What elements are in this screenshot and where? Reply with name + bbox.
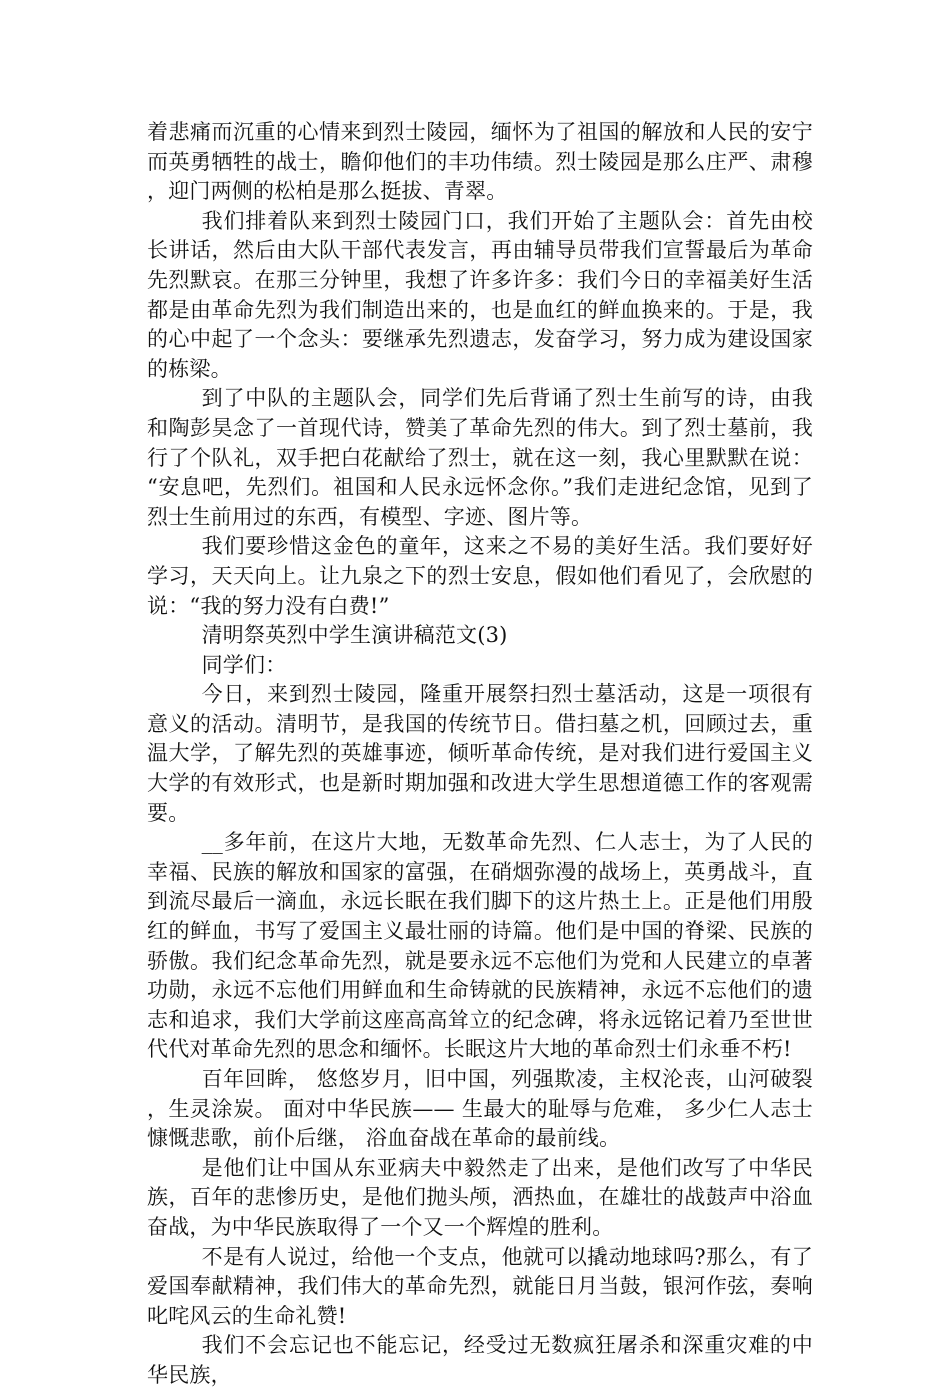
paragraph-9: 不是有人说过，给他一个支点，他就可以撬动地球吗?那么，有了爱国奉献精神，我们伟大的革命先烈，就能日月当鼓，银河作弦，奏响叱咤风云的生命礼赞! xyxy=(147,1244,813,1328)
paragraph-10: 我们不会忘记也不能忘记，经受过无数疯狂屠杀和深重灾难的中华民族， xyxy=(147,1333,813,1387)
paragraph-1: 着悲痛而沉重的心情来到烈士陵园，缅怀为了祖国的解放和人民的安宁而英勇牺牲的战士，瞻仰他们的丰功伟绩。烈士陵园是那么庄严、肃穆，迎门两侧的松柏是那么挺拔、青翠。 xyxy=(147,120,813,204)
paragraph-7: 百年回眸， 悠悠岁月，旧中国，列强欺凌，主权沦丧，山河破裂，生灵涂炭。 面对中华民族—— 生最大的耻辱与危难， 多少仁人志士慷慨悲歌，前仆后继， 浴血奋战在革命的最前线。 xyxy=(147,1067,813,1151)
document-body xyxy=(147,118,813,1391)
salutation: 同学们： xyxy=(201,652,287,677)
paragraph-3: 到了中队的主题队会，同学们先后背诵了烈士生前写的诗，由我和陶彭昊念了一首现代诗，赞美了革命先烈的伟大。到了烈士墓前，我行了个队礼，双手把白花献给了烈士，就在这一刻，我心里默默在说：“安息吧，先烈们。祖国和人民永远怀念你。”我们走进纪念馆，见到了烈士生前用过的东西，有模型、字迹、图片等。 xyxy=(147,386,813,529)
paragraph-2: 我们排着队来到烈士陵园门口，我们开始了主题队会：首先由校长讲话，然后由大队干部代表发言，再由辅导员带我们宣誓最后为革命先烈默哀。在那三分钟里，我想了许多许多：我们今日的幸福美好生活都是由革命先烈为我们制造出来的，也是血红的鲜血换来的。于是，我的心中起了一个念头：要继承先烈遗志，发奋学习，努力成为建设国家的栋梁。 xyxy=(147,208,813,381)
section-heading: 清明祭英烈中学生演讲稿范文(3) xyxy=(201,623,508,648)
paragraph-4: 我们要珍惜这金色的童年，这来之不易的美好生活。我们要好好学习，天天向上。让九泉之下的烈士安息，假如他们看见了，会欣慰的说：“我的努力没有白费!” xyxy=(147,534,813,618)
paragraph-8: 是他们让中国从东亚病夫中毅然走了出来，是他们改写了中华民族，百年的悲惨历史，是他们抛头颅，洒热血，在雄壮的战鼓声中浴血奋战，为中华民族取得了一个又一个辉煌的胜利。 xyxy=(147,1155,813,1239)
paragraph-5: 今日，来到烈士陵园，隆重开展祭扫烈士墓活动，这是一项很有意义的活动。清明节，是我国的传统节日。借扫墓之机，回顾过去，重温大学，了解先烈的英雄事迹，倾听革命传统，是对我们进行爱国主义大学的有效形式，也是新时期加强和改进大学生思想道德工作的客观需要。 xyxy=(147,682,813,825)
paragraph-6: __多年前，在这片大地，无数革命先烈、仁人志士，为了人民的幸福、民族的解放和国家的富强，在硝烟弥漫的战场上，英勇战斗，直到流尽最后一滴血，永远长眠在我们脚下的这片热土上。正是他们用殷红的鲜血，书写了爱国主义最壮丽的诗篇。他们是中国的脊梁、民族的骄傲。我们纪念革命先烈，就是要永远不忘他们为党和人民建立的卓著功勋，永远不忘他们用鲜血和生命铸就的民族精神，永远不忘他们的遗志和追求，我们大学前这座高高耸立的纪念碑，将永远铭记着乃至世世代代对革命先烈的思念和缅怀。长眠这片大地的革命烈士们永垂不朽! xyxy=(147,830,813,1062)
